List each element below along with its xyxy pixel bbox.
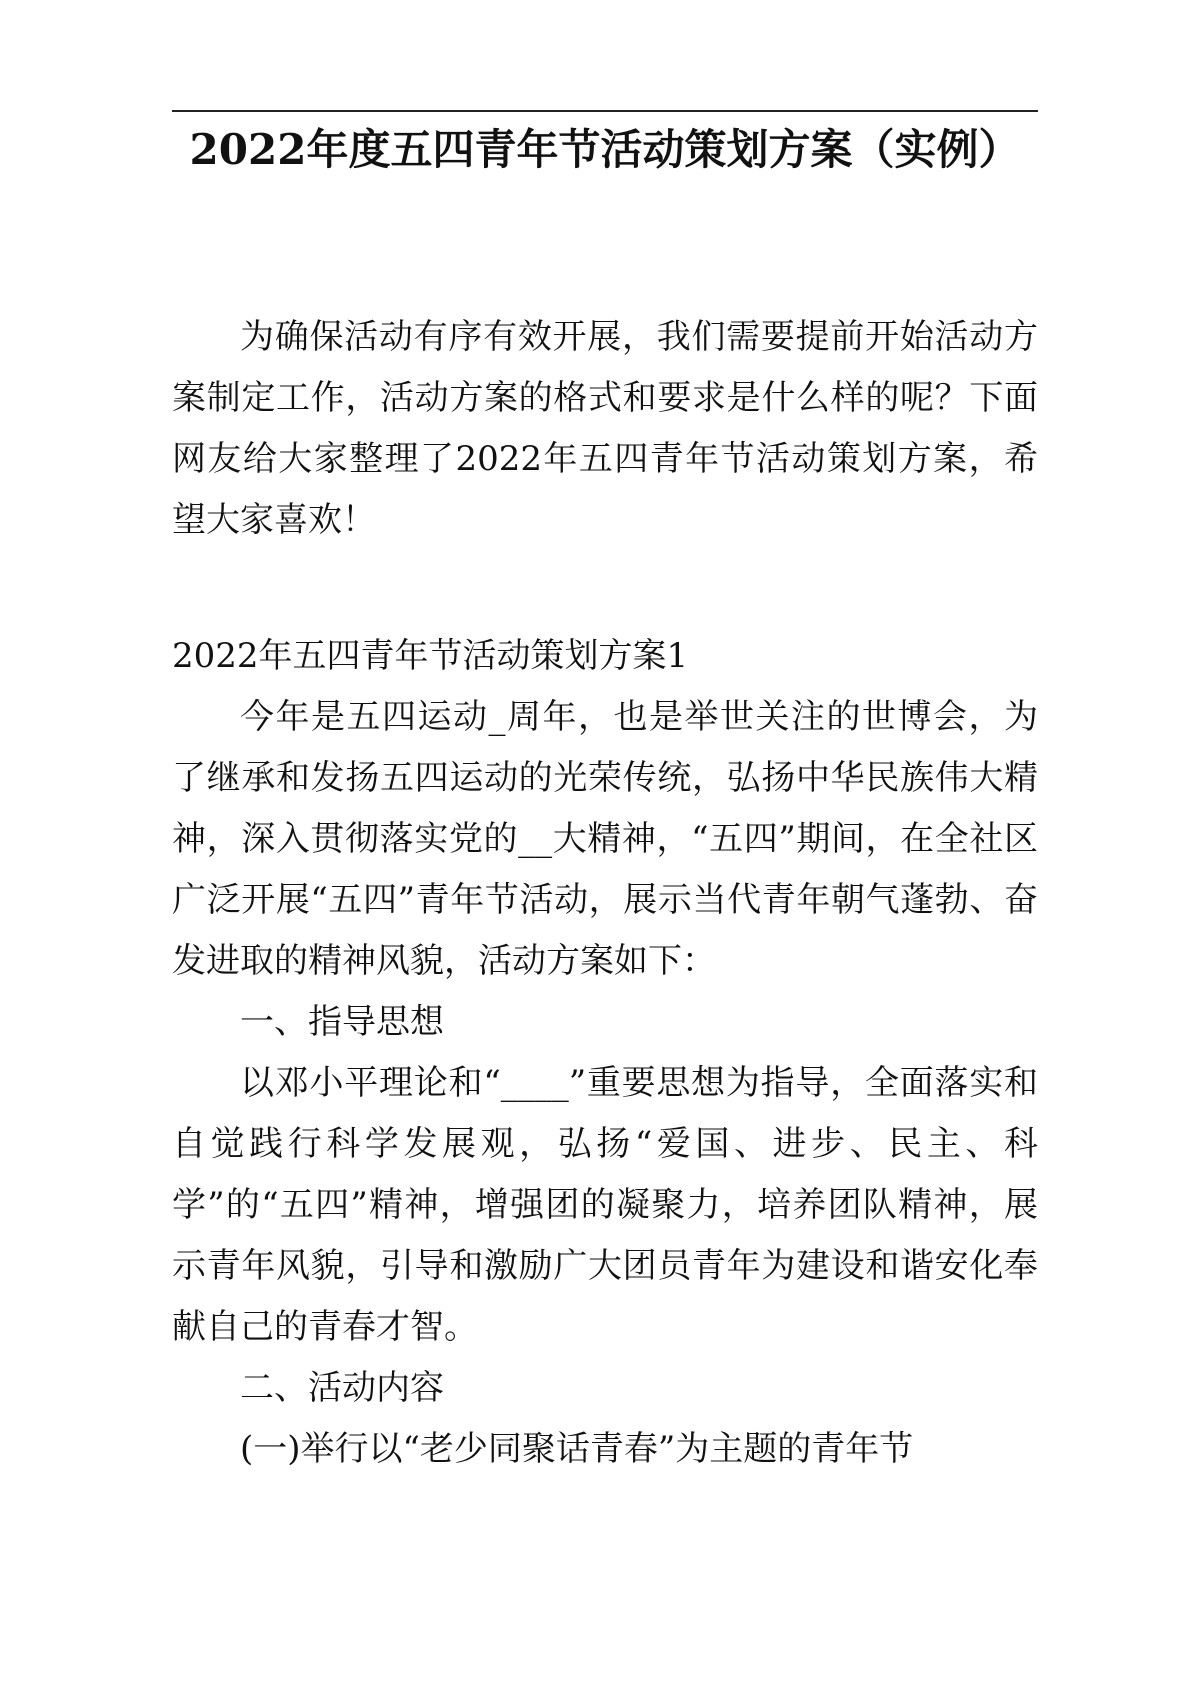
body-paragraph: (一)举行以“老少同聚话青春”为主题的青年节 bbox=[240, 1429, 914, 1469]
top-rule bbox=[172, 110, 1038, 112]
section-heading: 2022年五四青年节活动策划方案1 bbox=[172, 636, 689, 676]
subheading-activity-content: 二、活动内容 bbox=[240, 1368, 444, 1408]
body-paragraph: 今年是五四运动_周年，也是举世关注的世博会，为了继承和发扬五四运动的光荣传统，弘扬中华民族伟大精神，深入贯彻落实党的__大精神，“五四”期间，在全社区广泛开展“五四”青年节活动，展示当代青年朝气蓬勃、奋发进取的精神风貌，活动方案如下： bbox=[172, 697, 1038, 981]
body-paragraph: 以邓小平理论和“____”重要思想为指导，全面落实和自觉践行科学发展观，弘扬“爱国、进步、民主、科学”的“五四”精神，增强团的凝聚力，培养团队精神，展示青年风貌，引导和激励广大团员青年为建设和谐安化奉献自己的青春才智。 bbox=[172, 1063, 1038, 1347]
intro-paragraph: 为确保活动有序有效开展，我们需要提前开始活动方案制定工作，活动方案的格式和要求是什么样的呢？下面网友给大家整理了2022年五四青年节活动策划方案，希望大家喜欢！ bbox=[172, 317, 1038, 540]
subheading-guiding-ideology: 一、指导思想 bbox=[240, 1002, 444, 1042]
body-block bbox=[172, 687, 1038, 1480]
document-title: 2022年度五四青年节活动策划方案（实例） bbox=[189, 125, 1021, 174]
